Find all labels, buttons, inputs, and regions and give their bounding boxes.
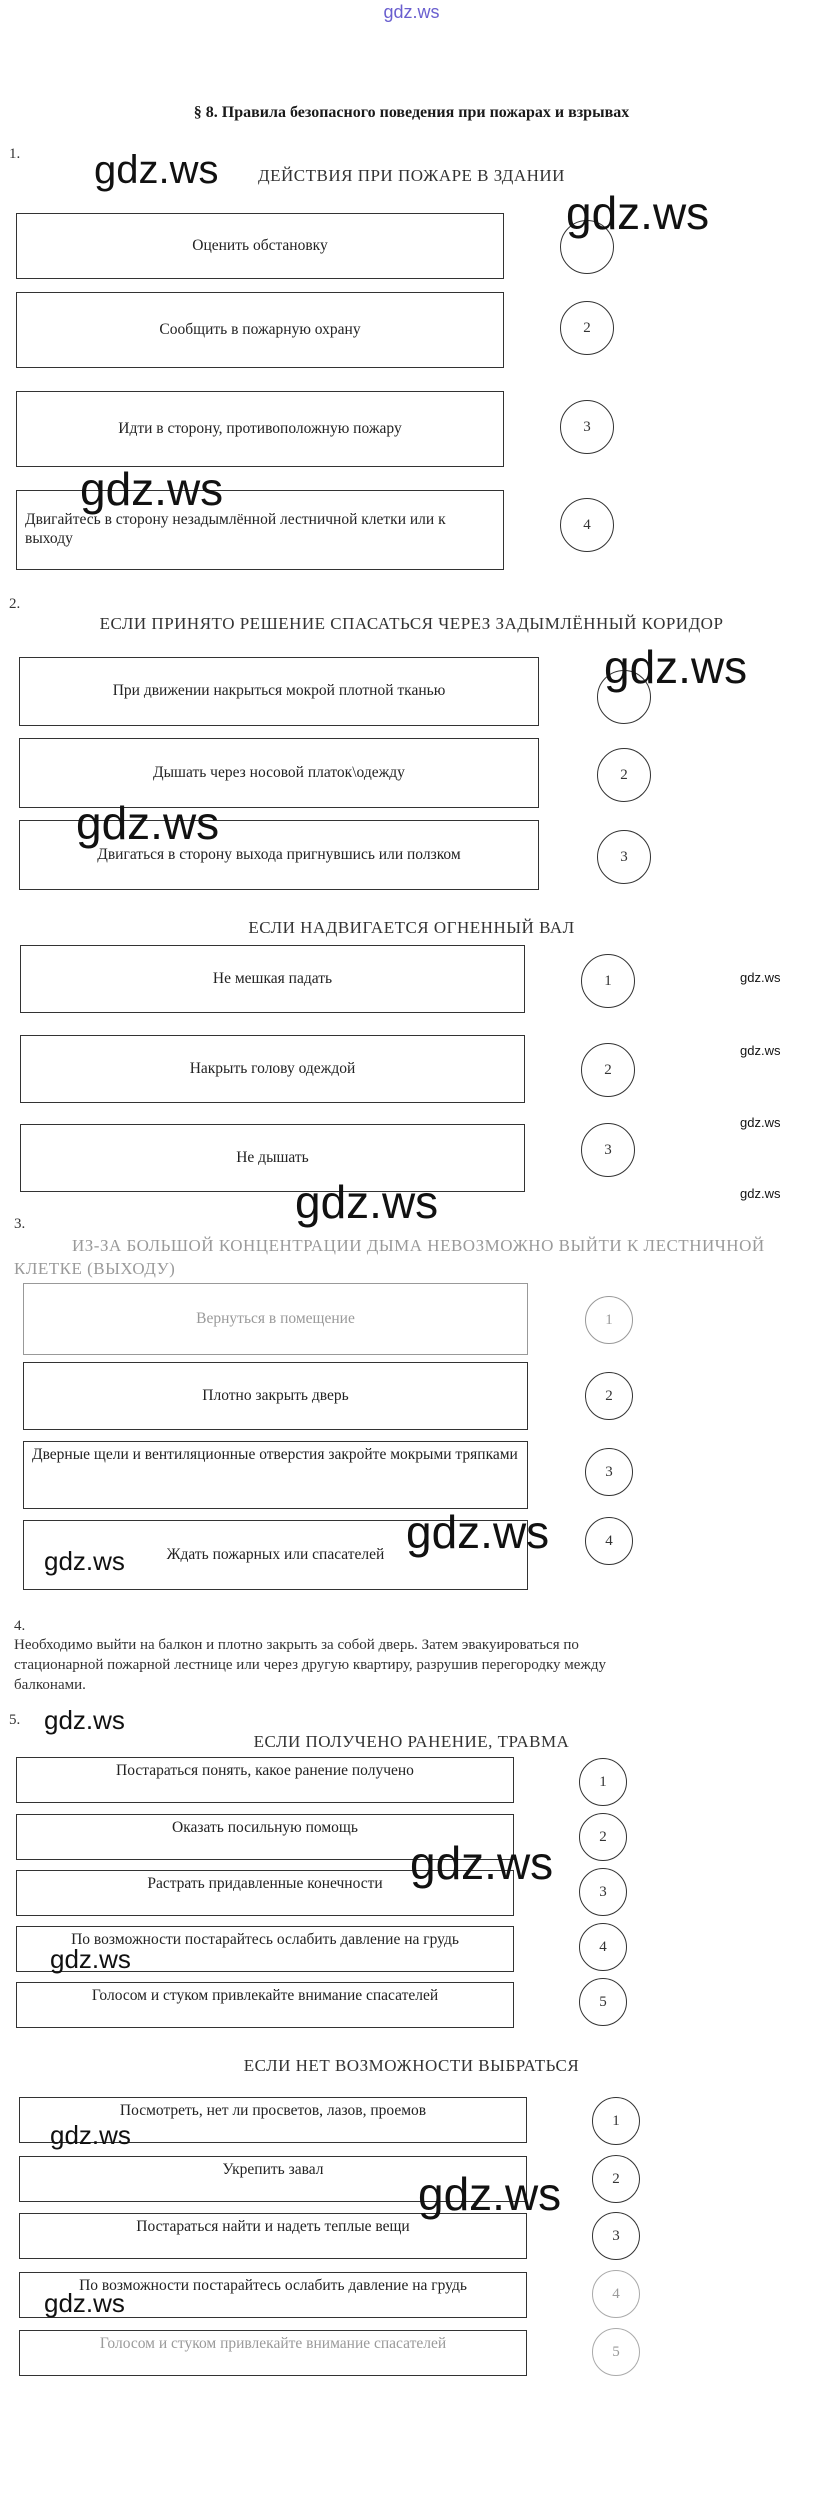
watermark: gdz.ws [740,970,781,985]
s2-step-2-number: 2 [597,748,651,802]
s3-step-2: Плотно закрыть дверь [23,1362,528,1430]
watermark: gdz.ws [604,641,748,693]
watermark: gdz.ws [406,1506,550,1558]
s1-step-3-number: 3 [560,400,614,454]
s5b-step-3-number: 3 [592,2212,640,2260]
watermark: gdz.ws [44,2288,125,2318]
s2-step-3-number: 3 [597,830,651,884]
s5-step-5: Голосом и стуком привлекайте внимание спасателей [16,1982,514,2028]
s1-step-4: Двигайтесь в сторону незадымлённой лестничной клетки или к выходу [16,490,504,570]
watermark: gdz.ws [50,1944,131,1974]
section-3-heading-line1: ИЗ-ЗА БОЛЬШОЙ КОНЦЕНТРАЦИИ ДЫМА НЕВОЗМОЖНО ВЫЙТИ К ЛЕСТНИЧНОЙ [72,1236,765,1255]
s2-step-3: Двигаться в сторону выхода пригнувшись или ползком [19,820,539,890]
s5-step-3-number: 3 [579,1868,627,1916]
s5b-step-4-number: 4 [592,2270,640,2318]
s5-step-2-number: 2 [579,1813,627,1861]
s1-step-1: Оценить обстановку [16,213,504,279]
page-title: § 8. Правила безопасного поведения при пожарах и взрывах [193,104,630,121]
watermark: gdz.ws [566,187,710,239]
s1-step-4-number: 4 [560,498,614,552]
watermark: gdz.ws [740,1186,781,1201]
watermark: gdz.ws [76,797,220,849]
s3-step-1: Вернуться в помещение [23,1283,528,1355]
s5-step-3: Растрать придавленные конечности [16,1870,514,1916]
s5b-step-1-number: 1 [592,2097,640,2145]
section-4-line1: Необходимо выйти на балкон и плотно закрыть за собой дверь. Затем эвакуироваться по [14,1637,579,1653]
watermark: gdz.ws [80,463,224,515]
s5-step-1: Постараться понять, какое ранение получено [16,1757,514,1803]
s5-step-4-number: 4 [579,1923,627,1971]
s5b-step-3: Постараться найти и надеть теплые вещи [19,2213,527,2259]
watermark: gdz.ws [295,1176,439,1228]
section-2b-heading: ЕСЛИ НАДВИГАЕТСЯ ОГНЕННЫЙ ВАЛ [248,918,575,937]
s3-step-2-number: 2 [585,1372,633,1420]
section-1-number: 1. [9,146,21,162]
s5-step-2: Оказать посильную помощь [16,1814,514,1860]
s3-step-3-number: 3 [585,1448,633,1496]
s5-step-1-number: 1 [579,1758,627,1806]
s1-step-2-number: 2 [560,301,614,355]
section-3-number: 3. [14,1216,26,1232]
s1-step-3: Идти в сторону, противоположную пожару [16,391,504,467]
s2b-step-1: Не мешкая падать [20,945,525,1013]
s5-step-4: По возможности постарайтесь ослабить давление на грудь [16,1926,514,1972]
section-2-heading: ЕСЛИ ПРИНЯТО РЕШЕНИЕ СПАСАТЬСЯ ЧЕРЕЗ ЗАДЫМЛЁННЫЙ КОРИДОР [99,614,724,633]
s2b-step-2: Накрыть голову одеждой [20,1035,525,1103]
s1-step-2: Сообщить в пожарную охрану [16,292,504,368]
watermark: gdz.ws [410,1837,554,1889]
watermark: gdz.ws [44,1546,125,1576]
s2b-step-3-number: 3 [581,1123,635,1177]
s2-step-1: При движении накрыться мокрой плотной тканью [19,657,539,726]
s2b-step-1-number: 1 [581,954,635,1008]
s2-step-2: Дышать через носовой платок\одежду [19,738,539,808]
section-5-heading: ЕСЛИ ПОЛУЧЕНО РАНЕНИЕ, ТРАВМА [253,1732,570,1751]
section-2-number: 2. [9,596,21,612]
watermark: gdz.ws [94,148,219,192]
s5b-step-5: Голосом и стуком привлекайте внимание спасателей [19,2330,527,2376]
watermark: gdz.ws [740,1043,781,1058]
s5b-step-2: Укрепить завал [19,2156,527,2202]
s3-step-4-number: 4 [585,1517,633,1565]
section-3-heading-line2: КЛЕТКЕ (ВЫХОДУ) [14,1259,176,1278]
s5b-step-4: По возможности постарайтесь ослабить давление на грудь [19,2272,527,2318]
s5-step-5-number: 5 [579,1978,627,2026]
section-5-number: 5. [9,1712,21,1728]
section-4-line2: стационарной пожарной лестнице или через другую квартиру, разрушив перегородку между [14,1657,606,1673]
s2b-step-2-number: 2 [581,1043,635,1097]
s2b-step-3: Не дышать [20,1124,525,1192]
s5b-step-5-number: 5 [592,2328,640,2376]
s3-step-4: Ждать пожарных или спасателей [23,1520,528,1590]
watermark: gdz.ws [44,1705,125,1735]
section-4-line3: балконами. [14,1677,86,1693]
watermark: gdz.ws [740,1115,781,1130]
watermark: gdz.ws [50,2120,131,2150]
section-4-number: 4. [14,1618,26,1634]
s3-step-1-number: 1 [585,1296,633,1344]
section-5b-heading: ЕСЛИ НЕТ ВОЗМОЖНОСТИ ВЫБРАТЬСЯ [243,2056,580,2075]
s5b-step-1: Посмотреть, нет ли просветов, лазов, проемов [19,2097,527,2143]
s3-step-3: Дверные щели и вентиляционные отверстия закройте мокрыми тряпками [23,1441,528,1509]
section-1-heading: ДЕЙСТВИЯ ПРИ ПОЖАРЕ В ЗДАНИИ [258,166,565,185]
s5b-step-2-number: 2 [592,2155,640,2203]
watermark: gdz.ws [418,2168,562,2220]
site-logo: gdz.ws [383,2,440,22]
